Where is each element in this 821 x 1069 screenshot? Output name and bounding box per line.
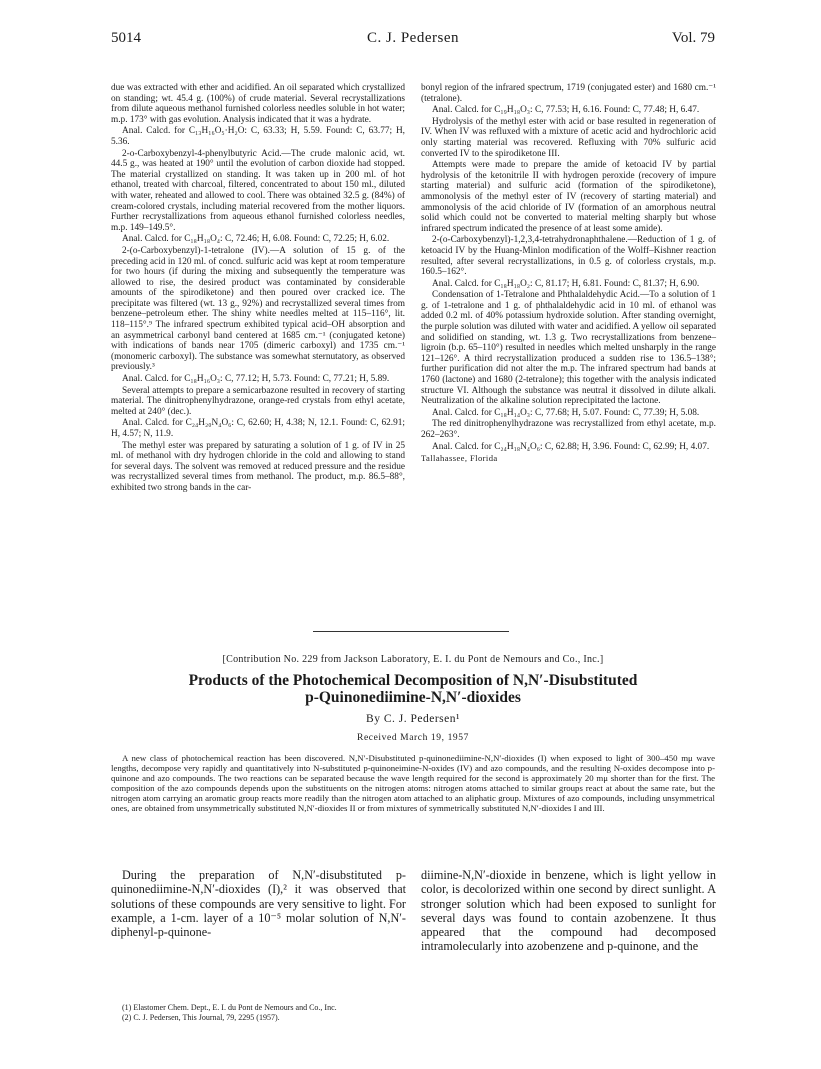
- volume-number: Vol. 79: [671, 30, 715, 46]
- body-right-column: [421, 868, 716, 954]
- analysis-paragraph: Anal. Calcd. for C₁₉H₁₈O₃: C, 77.53; H, 6.16. Found: C, 77.48; H, 6.47.: [432, 105, 700, 116]
- contribution-line: [Contribution No. 229 from Jackson Laboratory, E. I. du Pont de Nemours and Co., Inc.]: [222, 654, 604, 665]
- body-paragraph: During the preparation of N,N′-disubstituted p-quinonediimine-N,N′-dioxides (I),² it was observed that solutions of these compounds are very sensitive to light. For example, a 1-cm. layer of a 10⁻⁵ molar solution of N,N′-diphenyl-p-quinone-: [111, 868, 406, 940]
- analysis-paragraph: Anal. Calcd. for C₁₈H₁₆O₃: C, 77.12; H, 5.73. Found: C, 77.21; H, 5.89.: [122, 374, 390, 385]
- paragraph: 2-(o-Carboxybenzyl)-1,2,3,4-tetrahydronaphthalene.—Reduction of 1 g. of ketoacid IV by the Huang-Minlon modification of the Wolff–Kishner reaction resulted, after several recrystallizations, in 0.5 g. of colorless crystals, m.p. 160.5–162°.: [421, 235, 716, 278]
- paragraph: Condensation of 1-Tetralone and Phthalaldehydic Acid.—To a solution of 1 g. of 1-tetralone and 1 g. of phthalaldehydic acid in 10 ml. of ethanol was added 0.2 ml. of 40% potassium hydroxide solution. After standing overnight, the purple solution was diluted with water and acidified. A yellow oil separated and solidified on standing, wt. 1.3 g. Two recrystallizations from benzene–ligroin (b.p. 65–110°) resulted in needles which melted unsharply in the range 121–126°. A third recrystallization produced a sudden rise to 136.5–138°; further purification did not alter the m.p. The infrared spectrum had bands at 1760 (lactone) and 1680 (2-tetralone); this together with the analysis indicated structure VI. Although the substance was neutral it dissolved in dilute alkali. Neutralization of the alkaline solution reprecipitated the lactone.: [421, 290, 716, 407]
- paragraph: The methyl ester was prepared by saturating a solution of 1 g. of IV in 25 ml. of methanol with dry hydrogen chloride in the cold and allowing to stand for several days. The solvent was removed at reduced pressure and the residue was recrystallized several times from methanol. The product, m.p. 86.5–88°, exhibited two strong bands in the car-: [111, 440, 405, 493]
- paragraph: 2-(o-Carboxybenzyl)-1-tetralone (IV).—A solution of 15 g. of the preceding acid in 120 ml. of concd. sulfuric acid was kept at room temperature for two hours (if during the mixing and subsequently the temperature was allowed to rise, the desired product was contaminated by considerable amounts of the spirodiketone) and then poured over cracked ice. The precipitate was filtered (wt. 13 g., 92%) and recrystallized several times from benzene–petroleum ether. The shiny white needles melted at 115–116°, lit. 118–115°.⁹ The infrared spectrum exhibited typical acid–OH absorption and an asymmetrical carbonyl band centered at 1685 cm.⁻¹ (conjugated ketone) with indications of bands near 1705 (dimeric carboxyl) and 1735 cm.⁻¹ (monomeric carboxyl). The substance was somewhat sternutatory, as observed previously.³: [111, 245, 405, 373]
- paragraph: 2-o-Carboxybenzyl-4-phenylbutyric Acid.—The crude malonic acid, wt. 44.5 g., was heated at 190° until the evolution of carbon dioxide had stopped. The material crystallized on standing. It was taken up in 200 ml. of hot ethanol, treated with charcoal, filtered, concentrated to about 150 ml., diluted with water, reheated and allowed to cool. There was obtained 32.5 g. (84%) of cream-colored crystals, including material recovered from the mother liquors. Further recrystallizations from aqueous ethanol furnished colorless needles, m.p. 149–149.5°.: [111, 148, 405, 233]
- byline: By C. J. Pedersen¹: [366, 713, 460, 725]
- footnotes: [111, 1003, 406, 1023]
- paragraph: Several attempts to prepare a semicarbazone resulted in recovery of starting material. The dinitrophenylhydrazone, orange-red crystals from ethyl acetate, melted at 240° (dec.).: [111, 385, 405, 417]
- page-number: 5014: [111, 30, 141, 46]
- body-left-column: [111, 868, 406, 939]
- running-author: C. J. Pedersen: [367, 30, 459, 46]
- paragraph: Hydrolysis of the methyl ester with acid or base resulted in regeneration of IV. When IV was refluxed with a mixture of acetic acid and hydrochloric acid only starting material was recovered. Refluxing with 70% sulfuric acid converted IV to the spirodiketone III.: [421, 116, 716, 159]
- section-divider: [313, 631, 509, 632]
- paragraph: bonyl region of the infrared spectrum, 1719 (conjugated ester) and 1680 cm.⁻¹ (tetralone).: [421, 83, 716, 104]
- previous-article-left-column: [111, 83, 405, 494]
- running-header: [111, 30, 715, 50]
- paragraph: due was extracted with ether and acidified. An oil separated which crystallized on standing; wt. 45.4 g. (100%) of crude material. Several recrystallizations from dilute aqueous methanol furnished colorless needles soluble in hot water; m.p. 173° with gas evolution. Analysis indicated that it was a hydrate.: [111, 83, 405, 125]
- analysis-paragraph: Anal. Calcd. for C₂₄H₁₈N₄O₆: C, 62.88; H, 3.96. Found: C, 62.99; H, 4.07.: [432, 441, 710, 452]
- paragraph: Attempts were made to prepare the amide of ketoacid IV by partial hydrolysis of the ketonitrile II with hydrogen peroxide (recovery of impure starting material) and sulfuric acid (formation of the spirodiketone), ammonolysis of the methyl ester of IV (recovery of starting material) and ammonolysis of the acid chloride of IV (formation of an amorphous neutral solid which could not be converted to material melting sharply but whose infrared spectrum indicated the presence of at least some amide).: [421, 160, 716, 234]
- location-signoff: Tallahassee, Florida: [421, 453, 498, 464]
- article-title: [111, 672, 715, 706]
- body-paragraph: diimine-N,N′-dioxide in benzene, which is light yellow in color, is decolorized within one second by direct sunlight. A stronger solution which had been exposed to sunlight for several days was found to contain azobenzene. It thus appeared that the compound had decomposed intramolecularly into azobenzene and p-quinone, and the: [421, 868, 716, 954]
- title-line: Products of the Photochemical Decomposition of N,N′-Disubstituted: [188, 672, 638, 689]
- analysis-paragraph: Anal. Calcd. for C₁₈H₁₈O₂: C, 81.17; H, 6.81. Found: C, 81.37; H, 6.90.: [432, 278, 700, 289]
- analysis-paragraph: Anal. Calcd. for C₁₈H₁₈O₄: C, 72.46; H, 6.08. Found: C, 72.25; H, 6.02.: [122, 234, 390, 245]
- paragraph: The red dinitrophenylhydrazone was recrystallized from ethyl acetate, m.p. 262–263°.: [421, 419, 716, 440]
- footnote: (1) Elastomer Chem. Dept., E. I. du Pont de Nemours and Co., Inc.: [122, 1003, 337, 1012]
- analysis-paragraph: Anal. Calcd. for C₂₄H₂₀N₄O₆: C, 62.60; H, 4.38; N, 12.1. Found: C, 62.91; H, 4.57; N, 11.9.: [111, 418, 405, 439]
- abstract: A new class of photochemical reaction has been discovered. N,N′-Disubstituted p-quinonediimine-N,N′-dioxides (I) when exposed to light of 300–450 mμ wave lengths, decompose very rapidly and quantitatively into N-substituted p-quinoneimine-N-oxides (IV) and azo compounds, and the resulting N-oxides decompose into p-quinone and azo compounds. The two reactions can be separated because the wave length required for the second is approximately 20 mμ shorter than for the first. The composition of the azo compounds depends upon the substituents on the nitrogen atoms: nitrogen atoms attached to similar groups react at about the same rate, but the nitrogen atom carrying an aromatic group reacts more readily than the nitrogen atom attached to an aliphatic group. Mixtures of azo compounds, including unsymmetrical ones, are obtained from unsymmetrically substituted N,N′-dioxides II or from mixtures of symmetrically substituted N,N′-dioxides I and III.: [111, 753, 715, 813]
- received-date: Received March 19, 1957: [357, 733, 469, 743]
- title-line: p-Quinonediimine-N,N′-dioxides: [305, 689, 521, 706]
- analysis-paragraph: Anal. Calcd. for C₁₈H₁₄O₃: C, 77.68; H, 5.07. Found: C, 77.39; H, 5.08.: [432, 407, 700, 418]
- analysis-paragraph: Anal. Calcd. for C₁₃H₁₆O₅·H₂O: C, 63.33; H, 5.59. Found: C, 63.77; H, 5.36.: [111, 126, 405, 147]
- previous-article-right-column: [421, 83, 716, 464]
- footnote: (2) C. J. Pedersen, This Journal, 79, 2295 (1957).: [122, 1013, 280, 1022]
